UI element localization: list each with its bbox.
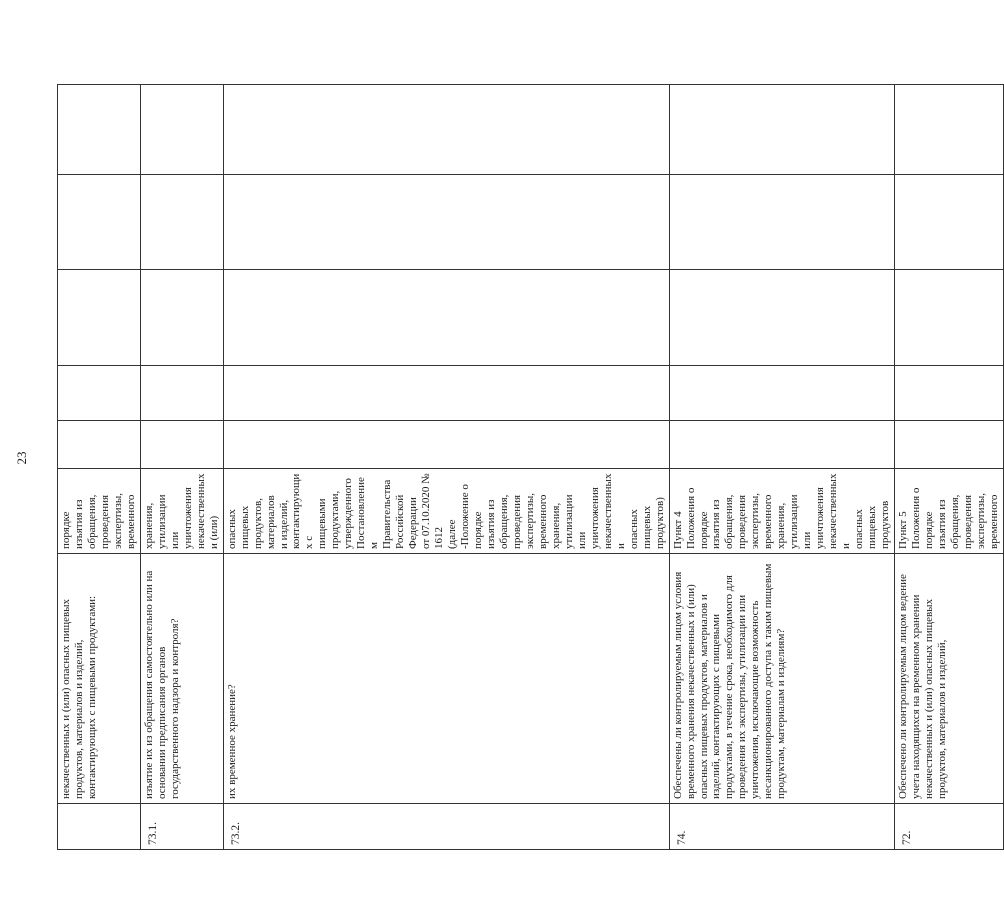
answer-no-cell	[895, 366, 1004, 421]
table-row	[58, 85, 141, 850]
note-cell	[140, 175, 223, 270]
answer-na-cell	[58, 270, 141, 366]
item-number-cell	[58, 804, 141, 850]
item-number-cell: 72.	[895, 804, 1004, 850]
requirement-question-cell: изъятие их из обращения самостоятельно или на основании предписания органов государственного надзора и контроля?	[140, 554, 223, 804]
answer-yes-cell	[140, 421, 223, 469]
checklist-table	[57, 84, 1004, 850]
requirement-question-cell: Обеспечено ли контролируемым лицом ведение учета находящихся на временном хранении некачественных и (или) опасных пищевых продуктов, материалов и изделий,	[895, 554, 1004, 804]
note-extra-cell	[669, 85, 894, 175]
answer-na-cell	[223, 270, 669, 366]
note-extra-cell	[895, 85, 1004, 175]
note-extra-cell	[58, 85, 141, 175]
item-number-cell: 73.1.	[140, 804, 223, 850]
answer-yes-cell	[58, 421, 141, 469]
note-extra-cell	[140, 85, 223, 175]
answer-na-cell	[895, 270, 1004, 366]
note-cell	[58, 175, 141, 270]
answer-na-cell	[140, 270, 223, 366]
rotated-page	[57, 85, 1000, 850]
legal-reference-cell: хранения, утилизации или уничтожения некачественных и (или)	[140, 469, 223, 554]
legal-reference-cell: опасных пищевых продуктов, материалов и изделий, контактирующих с пищевыми продуктами, утвержденного Постановлением Правительства Российской Федерации от 07.10.2020 № 1612 (далее -Положение о порядке изъятия из обращения, проведения экспертизы, временного хранения, утилизации или уничтожения некачественных и опасных пищевых продуктов)	[223, 469, 669, 554]
requirement-question-cell: их временное хранение?	[223, 554, 669, 804]
answer-no-cell	[58, 366, 141, 421]
answer-yes-cell	[223, 421, 669, 469]
answer-no-cell	[669, 366, 894, 421]
legal-reference-cell: порядке изъятия из обращения, проведения экспертизы, временного	[58, 469, 141, 554]
item-number-cell: 73.2.	[223, 804, 669, 850]
requirement-question-cell: некачественных и (или) опасных пищевых продуктов, материалов и изделий, контактирующих с пищевыми продуктами:	[58, 554, 141, 804]
answer-no-cell	[140, 366, 223, 421]
note-cell	[223, 175, 669, 270]
answer-na-cell	[669, 270, 894, 366]
legal-reference-cell: Пункт 4 Положения о порядке изъятия из обращения, проведения экспертизы, временного хранения, утилизации или уничтожения некачественных и опасных пищевых продуктов	[669, 469, 894, 554]
answer-yes-cell	[669, 421, 894, 469]
note-cell	[895, 175, 1004, 270]
legal-reference-cell: Пункт 5 Положения о порядке изъятия из обращения, проведения экспертизы, временного	[895, 469, 1004, 554]
note-cell	[669, 175, 894, 270]
item-number-cell: 74.	[669, 804, 894, 850]
answer-yes-cell	[895, 421, 1004, 469]
note-extra-cell	[223, 85, 669, 175]
table-row	[895, 85, 1004, 850]
table-row	[669, 85, 894, 850]
page-number: 23	[14, 451, 29, 465]
answer-no-cell	[223, 366, 669, 421]
table-row	[223, 85, 669, 850]
table-row	[140, 85, 223, 850]
requirement-question-cell: Обеспечены ли контролируемым лицом условия временного хранения некачественных и (или) опасных пищевых продуктов, материалов и изделий, контактирующих с пищевыми продуктами, в течение срока, необходимого для проведения их экспертизы, утилизации или уничтожения, исключающие возможность несанкционированного доступа к таким пищевым продуктам, материалам и изделиям?	[669, 554, 894, 804]
